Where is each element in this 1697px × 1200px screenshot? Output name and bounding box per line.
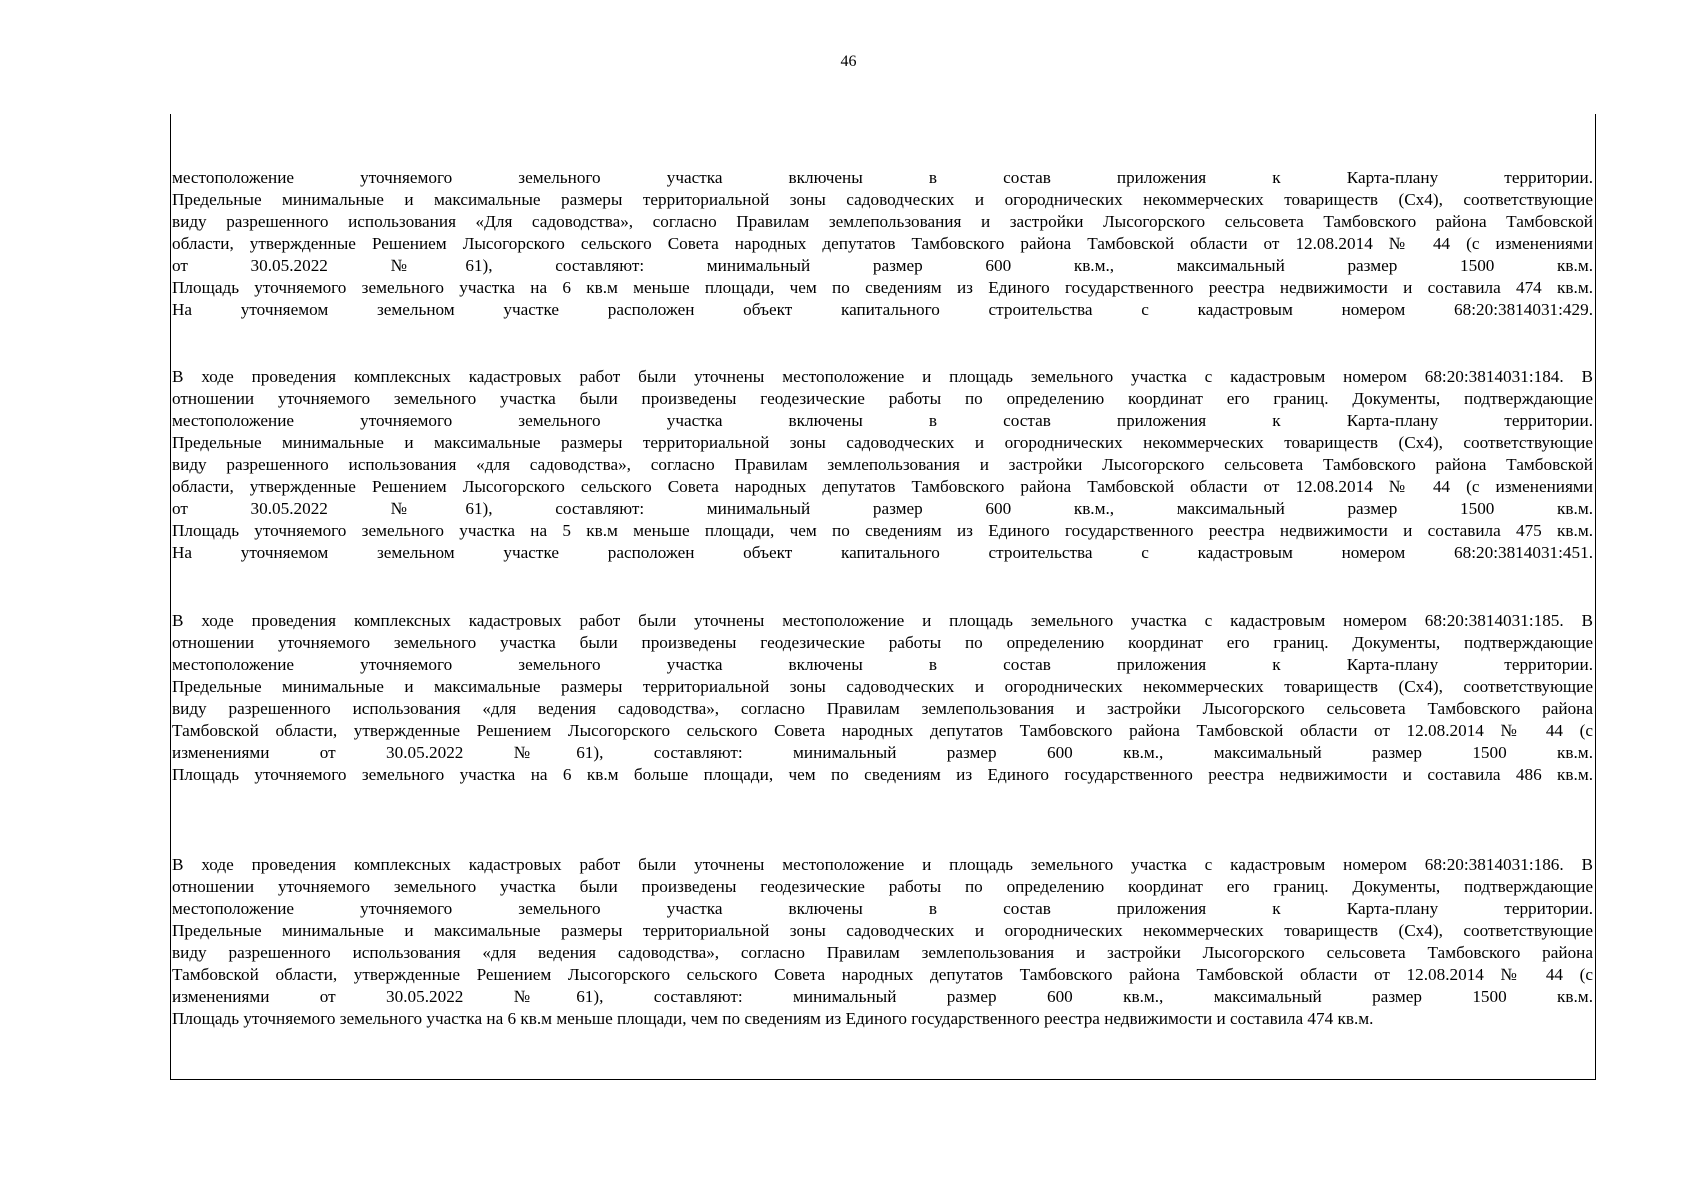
- text-line: На уточняемом земельном участке расположен объект капитального строительства с кадастровым номером 68:20:3814031:451.: [172, 543, 1593, 562]
- text-line: изменениями от 30.05.2022 №61), составляют: минимальный размер 600 кв.м., максимальный размер 1500 кв.м.: [172, 987, 1593, 1006]
- text-line: отношении уточняемого земельного участка были произведены геодезические работы по определению координат его границ. Документы, подтверждающие: [172, 389, 1593, 408]
- text-line: Предельные минимальные и максимальные размеры территориальной зоны садоводческих и огороднических некоммерческих товариществ (Сх4), соответствующие: [172, 677, 1593, 696]
- paragraph-3: [172, 610, 1593, 786]
- text-line: отношении уточняемого земельного участка были произведены геодезические работы по определению координат его границ. Документы, подтверждающие: [172, 633, 1593, 652]
- text-line: виду разрешенного использования «для ведения садоводства», согласно Правилам землепользования и застройки Лысогорского сельсовета Тамбовского района: [172, 699, 1593, 718]
- text-line: Предельные минимальные и максимальные размеры территориальной зоны садоводческих и огороднических некоммерческих товариществ (Сх4), соответствующие: [172, 433, 1593, 452]
- text-line: Тамбовской области, утвержденные Решением Лысогорского сельского Совета народных депутатов Тамбовского района Тамбовской области от 12.08.2014 № 44 (с: [172, 721, 1593, 740]
- text-line: На уточняемом земельном участке расположен объект капитального строительства с кадастровым номером 68:20:3814031:429.: [172, 300, 1593, 319]
- text-line: местоположение уточняемого земельного участка включены в состав приложения к Карта-плану территории.: [172, 411, 1593, 430]
- text-line: изменениями от 30.05.2022 №61), составляют: минимальный размер 600 кв.м., максимальный размер 1500 кв.м.: [172, 743, 1593, 762]
- text-line: местоположение уточняемого земельного участка включены в состав приложения к Карта-плану территории.: [172, 899, 1593, 918]
- text-line: Тамбовской области, утвержденные Решением Лысогорского сельского Совета народных депутатов Тамбовского района Тамбовской области от 12.08.2014 № 44 (с: [172, 965, 1593, 984]
- paragraph-2: [172, 366, 1593, 564]
- text-line: Площадь уточняемого земельного участка на 6 кв.м больше площади, чем по сведениям из Единого государственного реестра недвижимости и составила 486 кв.м.: [172, 765, 1593, 784]
- text-line: местоположение уточняемого земельного участка включены в состав приложения к Карта-плану территории.: [172, 168, 1593, 187]
- paragraph-4: [172, 854, 1593, 1030]
- text-line: В ходе проведения комплексных кадастровых работ были уточнены местоположение и площадь земельного участка с кадастровым номером 68:20:3814031:186. В: [172, 855, 1593, 874]
- text-line: Предельные минимальные и максимальные размеры территориальной зоны садоводческих и огороднических некоммерческих товариществ (Сх4), соответствующие: [172, 921, 1593, 940]
- text-line: области, утвержденные Решением Лысогорского сельского Совета народных депутатов Тамбовского района Тамбовской области от 12.08.2014 № 44 (с изменениями: [172, 234, 1593, 253]
- text-line: виду разрешенного использования «Для садоводства», согласно Правилам землепользования и застройки Лысогорского сельсовета Тамбовского района Тамбовской: [172, 212, 1593, 231]
- text-line: области, утвержденные Решением Лысогорского сельского Совета народных депутатов Тамбовского района Тамбовской области от 12.08.2014 № 44 (с изменениями: [172, 477, 1593, 496]
- text-line: Площадь уточняемого земельного участка на 5 кв.м меньше площади, чем по сведениям из Единого государственного реестра недвижимости и составила 475 кв.м.: [172, 521, 1593, 540]
- text-line: местоположение уточняемого земельного участка включены в состав приложения к Карта-плану территории.: [172, 655, 1593, 674]
- text-line: В ходе проведения комплексных кадастровых работ были уточнены местоположение и площадь земельного участка с кадастровым номером 68:20:3814031:185. В: [172, 611, 1593, 630]
- paragraph-1: [172, 167, 1593, 321]
- page-number: 46: [840, 53, 857, 70]
- text-line: Площадь уточняемого земельного участка на 6 кв.м меньше площади, чем по сведениям из Единого государственного реестра недвижимости и составила 474 кв.м.: [172, 278, 1593, 297]
- text-line: виду разрешенного использования «для ведения садоводства», согласно Правилам землепользования и застройки Лысогорского сельсовета Тамбовского района: [172, 943, 1593, 962]
- text-line: отношении уточняемого земельного участка были произведены геодезические работы по определению координат его границ. Документы, подтверждающие: [172, 877, 1593, 896]
- text-line: от 30.05.2022 №61), составляют: минимальный размер 600 кв.м., максимальный размер 1500 кв.м.: [172, 499, 1593, 518]
- text-line: Площадь уточняемого земельного участка на 6 кв.м меньше площади, чем по сведениям из Единого государственного реестра недвижимости и составила 474 кв.м.: [172, 1009, 1374, 1028]
- text-line: Предельные минимальные и максимальные размеры территориальной зоны садоводческих и огороднических некоммерческих товариществ (Сх4), соответствующие: [172, 190, 1593, 209]
- text-line: виду разрешенного использования «для садоводства», согласно Правилам землепользования и застройки Лысогорского сельсовета Тамбовского района Тамбовской: [172, 455, 1593, 474]
- text-line: В ходе проведения комплексных кадастровых работ были уточнены местоположение и площадь земельного участка с кадастровым номером 68:20:3814031:184. В: [172, 367, 1593, 386]
- text-line: от 30.05.2022 №61), составляют: минимальный размер 600 кв.м., максимальный размер 1500 кв.м.: [172, 256, 1593, 275]
